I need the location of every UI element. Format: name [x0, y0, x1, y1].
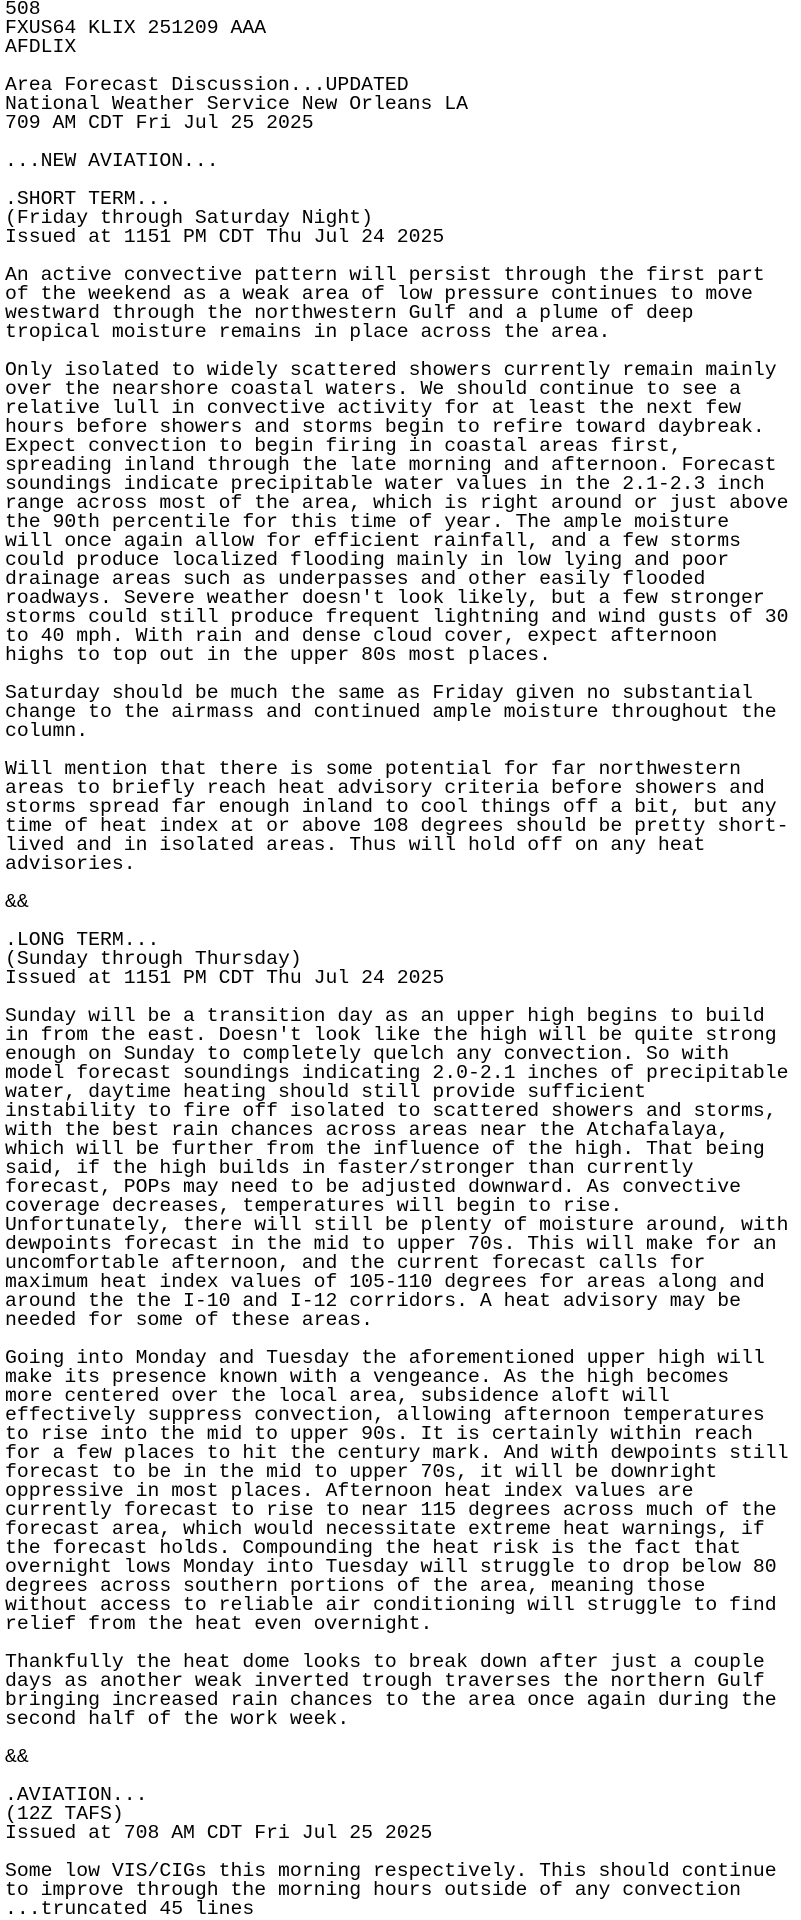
text-line: more centered over the local area, subsidence aloft will — [5, 1385, 670, 1407]
text-line: ...NEW AVIATION... — [5, 150, 219, 172]
text-line: said, if the high builds in faster/stronger than currently — [5, 1157, 694, 1179]
text-line: to rise into the mid to upper 90s. It is certainly within reach — [5, 1423, 753, 1445]
text-line: model forecast soundings indicating 2.0-2.1 inches of precipitable — [5, 1062, 789, 1084]
text-line: coverage decreases, temperatures will begin to rise. — [5, 1195, 623, 1217]
text-line: advisories. — [5, 853, 136, 875]
text-line — [5, 874, 801, 893]
text-line: around the the I-10 and I-12 corridors. A heat advisory may be — [5, 1290, 741, 1312]
text-line: Only isolated to widely scattered showers currently remain mainly — [5, 359, 777, 381]
text-line: needed for some of these areas. — [5, 1309, 373, 1331]
text-line: Thankfully the heat dome looks to break down after just a couple — [5, 1651, 765, 1673]
text-line: Issued at 1151 PM CDT Thu Jul 24 2025 — [5, 967, 445, 989]
text-line: days as another weak inverted trough traverses the northern Gulf — [5, 1670, 765, 1692]
text-line: second half of the work week. — [5, 1708, 350, 1730]
text-line: (12Z TAFS) — [5, 1803, 124, 1825]
text-line: Issued at 708 AM CDT Fri Jul 25 2025 — [5, 1822, 433, 1844]
text-line: Some low VIS/CIGs this morning respectively. This should continue — [5, 1860, 777, 1882]
text-line: for a few places to hit the century mark. And with dewpoints still — [5, 1442, 789, 1464]
text-line: with the best rain chances across areas near the Atchafalaya, — [5, 1119, 730, 1141]
text-line: Sunday will be a transition day as an upper high begins to build — [5, 1005, 765, 1027]
text-line: (Sunday through Thursday) — [5, 948, 302, 970]
text-line: Going into Monday and Tuesday the aforementioned upper high will — [5, 1347, 765, 1369]
text-line: spreading inland through the late morning and afternoon. Forecast — [5, 454, 777, 476]
text-line: dewpoints forecast in the mid to upper 70s. This will make for an — [5, 1233, 777, 1255]
text-line: make its presence known with a vengeance. As the high becomes — [5, 1366, 730, 1388]
text-line: drainage areas such as underpasses and other easily flooded — [5, 568, 706, 590]
text-line: currently forecast to rise to near 115 degrees across much of the — [5, 1499, 777, 1521]
text-line: instability to fire off isolated to scattered showers and storms, — [5, 1100, 777, 1122]
text-line: An active convective pattern will persist through the first part — [5, 264, 765, 286]
text-line: .LONG TERM... — [5, 929, 160, 951]
text-line: oppressive in most places. Afternoon heat index values are — [5, 1480, 694, 1502]
text-line: areas to briefly reach heat advisory criteria before showers and — [5, 777, 765, 799]
text-line: forecast to be in the mid to upper 70s, it will be downright — [5, 1461, 718, 1483]
text-line: ...truncated 45 lines — [5, 1898, 255, 1920]
text-line: && — [5, 891, 29, 913]
text-line: without access to reliable air conditioning will struggle to find — [5, 1594, 777, 1616]
text-line: change to the airmass and continued ample moisture throughout the — [5, 701, 777, 723]
text-line: forecast, POPs may need to be adjusted downward. As convective — [5, 1176, 741, 1198]
text-line: range across most of the area, which is right around or just above — [5, 492, 789, 514]
text-line: relative lull in convective activity for at least the next few — [5, 397, 741, 419]
text-line: which will be further from the influence of the high. That being — [5, 1138, 765, 1160]
text-line: storms spread far enough inland to cool things off a bit, but any — [5, 796, 777, 818]
text-line: (Friday through Saturday Night) — [5, 207, 373, 229]
text-line: maximum heat index values of 105-110 degrees for areas along and — [5, 1271, 765, 1293]
text-line: in from the east. Doesn't look like the high will be quite strong — [5, 1024, 777, 1046]
text-line: National Weather Service New Orleans LA — [5, 93, 468, 115]
text-line: time of heat index at or above 108 degrees should be pretty short- — [5, 815, 789, 837]
text-line: degrees across southern portions of the area, meaning those — [5, 1575, 706, 1597]
text-line: column. — [5, 720, 89, 742]
text-line: && — [5, 1746, 29, 1768]
text-line: hours before showers and storms begin to refire toward daybreak. — [5, 416, 765, 438]
text-line: soundings indicate precipitable water values in the 2.1-2.3 inch — [5, 473, 765, 495]
text-line: forecast area, which would necessitate extreme heat warnings, if — [5, 1518, 765, 1540]
text-line: uncomfortable afternoon, and the current forecast calls for — [5, 1252, 706, 1274]
text-line: to 40 mph. With rain and dense cloud cover, expect afternoon — [5, 625, 718, 647]
text-line: will once again allow for efficient rainfall, and a few storms — [5, 530, 741, 552]
text-line: roadways. Severe weather doesn't look likely, but a few stronger — [5, 587, 765, 609]
text-line: .AVIATION... — [5, 1784, 148, 1806]
text-line: highs to top out in the upper 80s most places. — [5, 644, 552, 666]
text-line: to improve through the morning hours outside of any convection — [5, 1879, 741, 1901]
text-line: relief from the heat even overnight. — [5, 1613, 433, 1635]
text-line: Issued at 1151 PM CDT Thu Jul 24 2025 — [5, 226, 445, 248]
text-line: Area Forecast Discussion...UPDATED — [5, 74, 409, 96]
text-line: bringing increased rain chances to the area once again during the — [5, 1689, 777, 1711]
text-line — [5, 1729, 801, 1748]
text-line: 508 — [5, 0, 41, 20]
text-line: effectively suppress convection, allowing afternoon temperatures — [5, 1404, 765, 1426]
text-line: Saturday should be much the same as Friday given no substantial — [5, 682, 753, 704]
text-line: enough on Sunday to completely quelch any convection. So with — [5, 1043, 730, 1065]
text-line: lived and in isolated areas. Thus will hold off on any heat — [5, 834, 706, 856]
text-line: the forecast holds. Compounding the heat risk is the fact that — [5, 1537, 741, 1559]
text-line: of the weekend as a weak area of low pressure continues to move — [5, 283, 753, 305]
text-line: could produce localized flooding mainly in low lying and poor — [5, 549, 730, 571]
text-line: AFDLIX — [5, 36, 77, 58]
text-line: overnight lows Monday into Tuesday will struggle to drop below 80 — [5, 1556, 777, 1578]
text-line: storms could still produce frequent lightning and wind gusts of 30 — [5, 606, 789, 628]
text-line: the 90th percentile for this time of year. The ample moisture — [5, 511, 730, 533]
text-line: Expect convection to begin firing in coastal areas first, — [5, 435, 682, 457]
text-line: Unfortunately, there will still be plenty of moisture around, with — [5, 1214, 789, 1236]
text-line: FXUS64 KLIX 251209 AAA — [5, 17, 267, 39]
text-line: 709 AM CDT Fri Jul 25 2025 — [5, 112, 314, 134]
text-line: .SHORT TERM... — [5, 188, 172, 210]
text-line: over the nearshore coastal waters. We should continue to see a — [5, 378, 741, 400]
text-line: Will mention that there is some potential for far northwestern — [5, 758, 741, 780]
text-line: tropical moisture remains in place across the area. — [5, 321, 611, 343]
text-line: water, daytime heating should still provide sufficient — [5, 1081, 647, 1103]
text-line: westward through the northwestern Gulf and a plume of deep — [5, 302, 694, 324]
